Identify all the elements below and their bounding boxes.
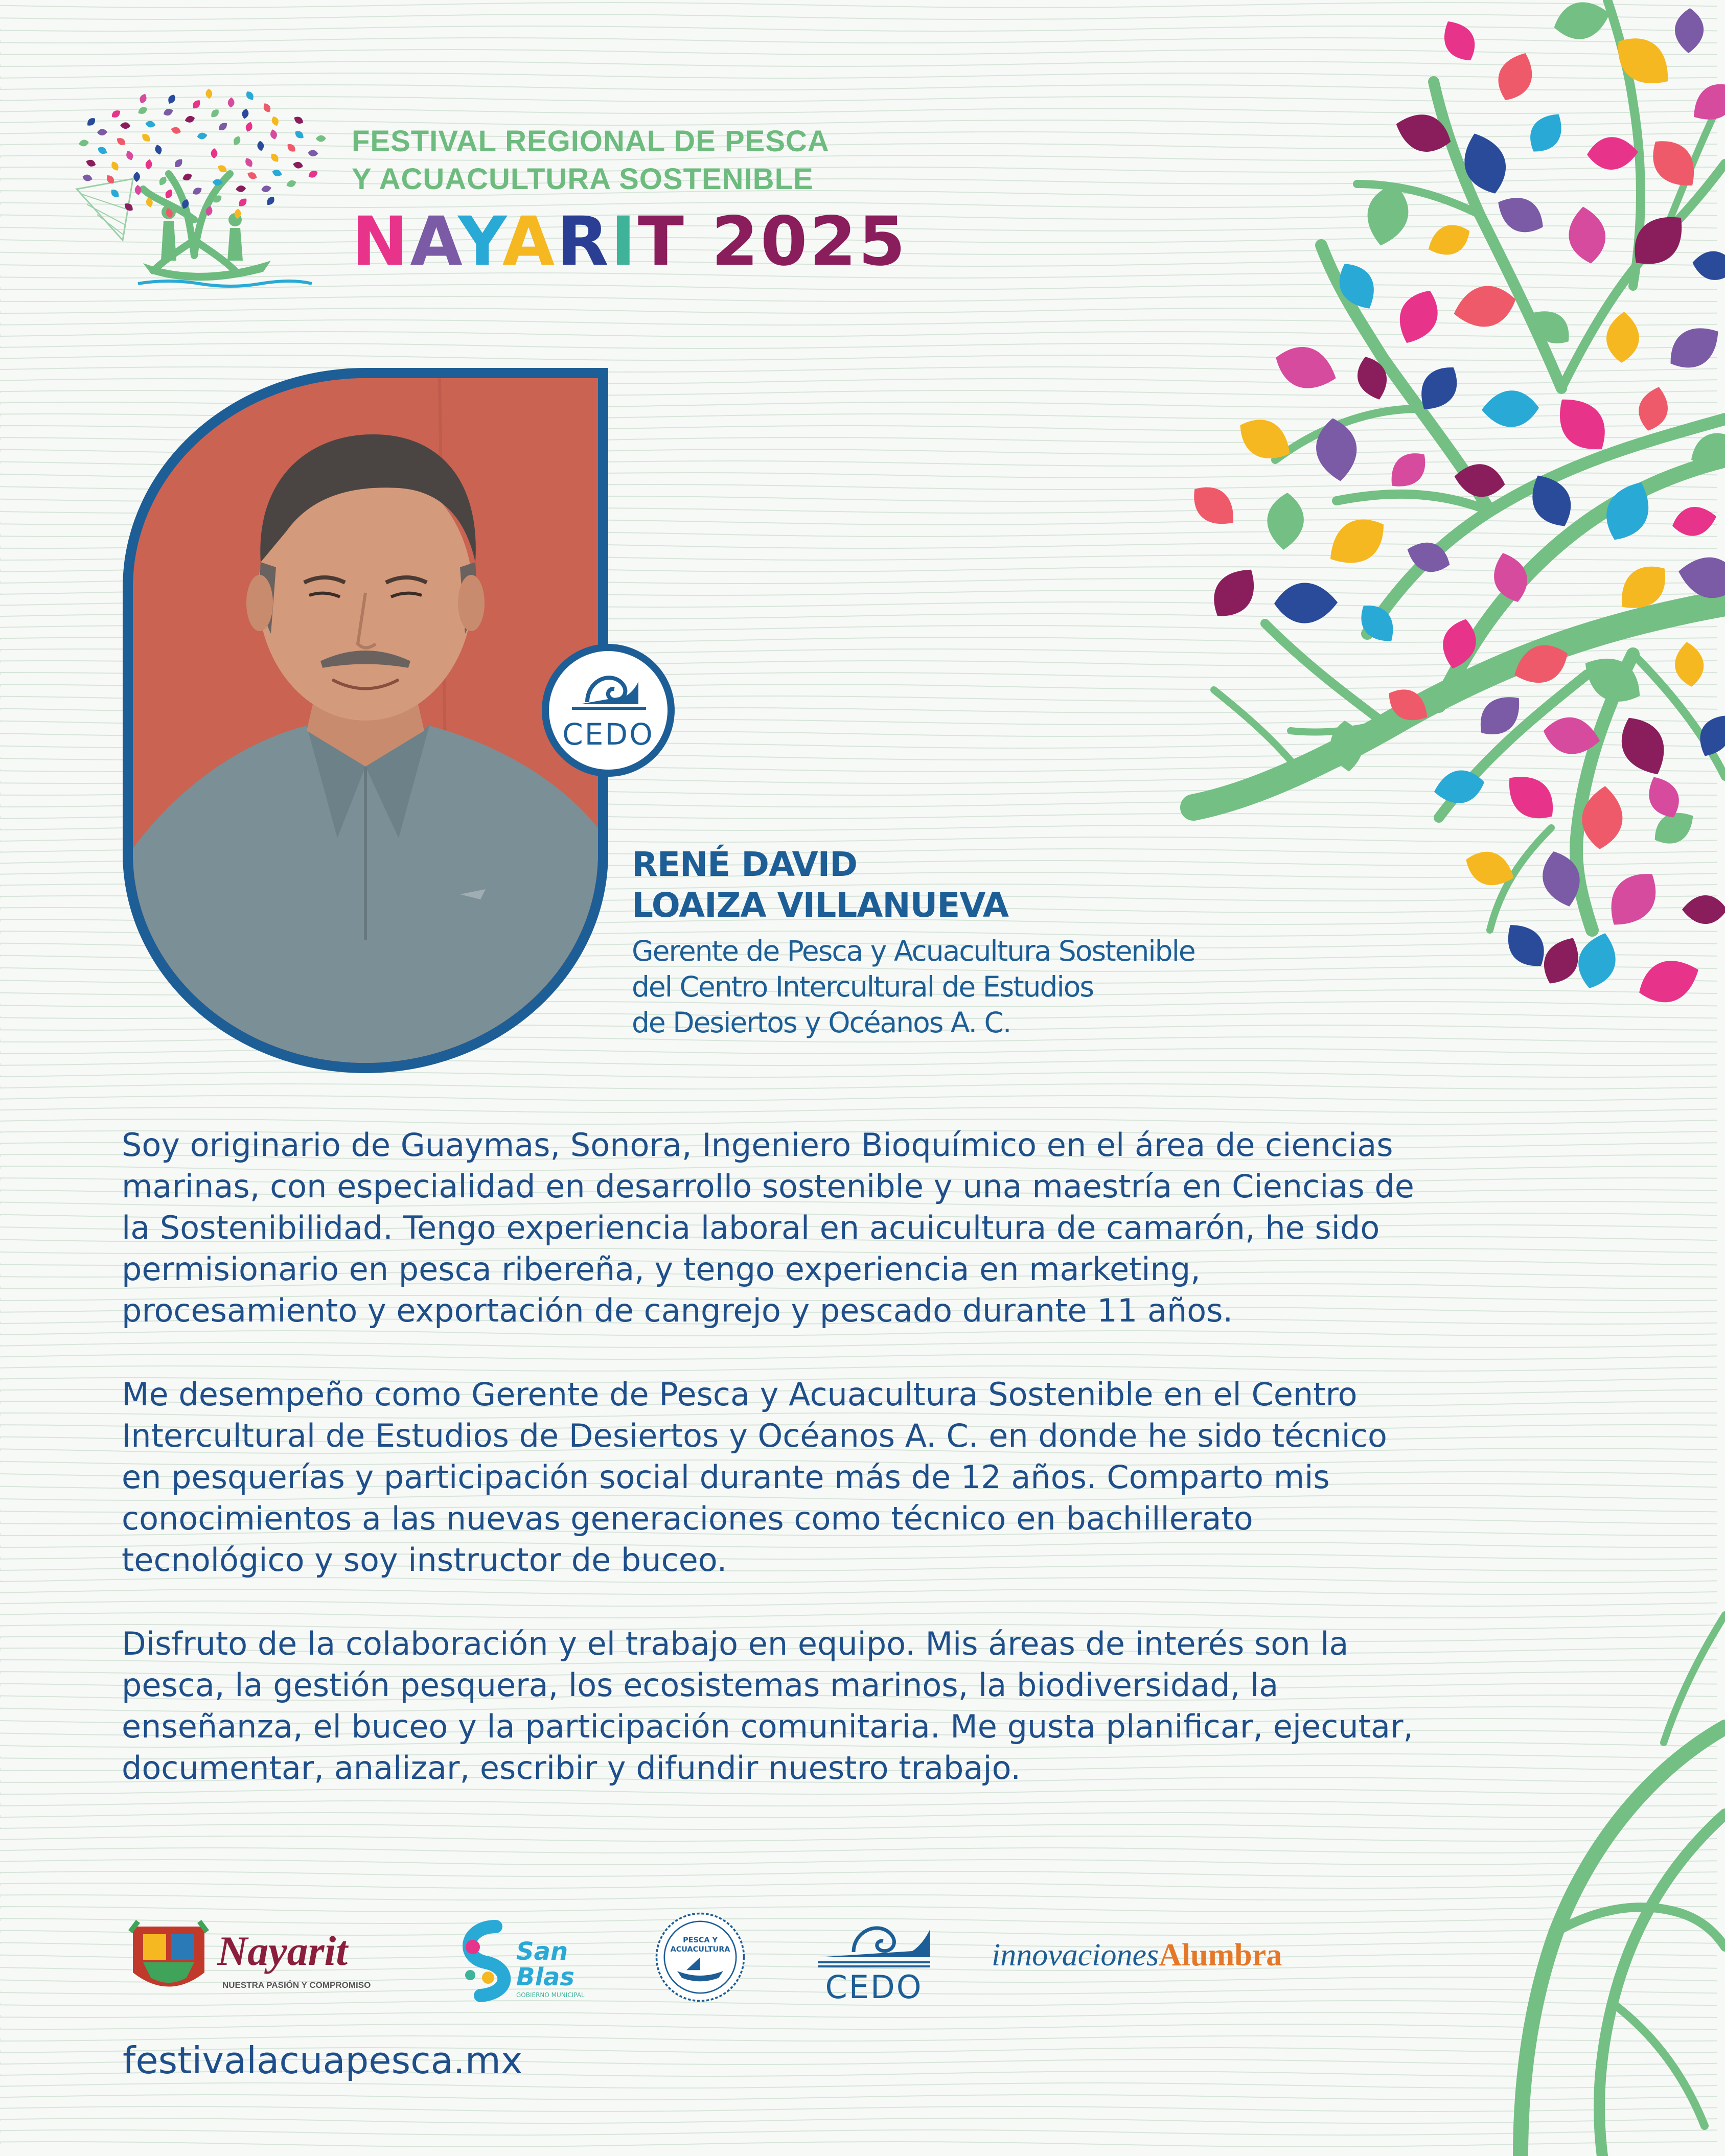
logo-leaf-icon xyxy=(308,150,318,157)
san-blas-line2: Blas xyxy=(516,1963,574,1991)
logo-leaf-icon xyxy=(271,168,283,178)
logo-leaf-icon xyxy=(257,141,264,151)
logo-leaf-icon xyxy=(110,160,121,172)
logo-leaf-icon xyxy=(237,196,248,208)
logo-leaf-icon xyxy=(85,116,97,128)
alumbra-name: Alumbra xyxy=(1159,1938,1282,1973)
logo-leaf-icon xyxy=(109,188,121,199)
logo-leaf-icon xyxy=(217,121,229,132)
logo-leaf-icon xyxy=(166,93,177,105)
tree-leaf-icon xyxy=(1550,0,1614,45)
tree-leaf-icon xyxy=(1691,248,1725,283)
cedo-logo-label: CEDO xyxy=(825,1968,923,2003)
pesca-seal-line2: ACUACULTURA xyxy=(670,1945,730,1954)
tree-leaf-icon xyxy=(1390,283,1447,350)
san-blas-tagline: GOBIERNO MUNICIPAL xyxy=(516,1991,585,1999)
speaker-first-name: RENÉ DAVID xyxy=(632,845,858,884)
logo-leaf-icon xyxy=(140,132,152,144)
cedo-shell-icon xyxy=(549,651,668,717)
logo-leaf-icon xyxy=(85,158,97,168)
logo-leaf-icon xyxy=(145,120,156,128)
tree-leaf-icon xyxy=(1522,106,1571,159)
sponsor-logos xyxy=(128,1911,1354,2003)
logo-leaf-icon xyxy=(115,136,127,147)
nayarit-letter: A xyxy=(410,202,458,281)
logo-leaf-icon xyxy=(138,92,148,104)
alumbra-prefix: innovaciones xyxy=(992,1938,1159,1973)
nayarit-letter: A xyxy=(502,202,557,281)
logo-leaf-icon xyxy=(97,145,109,156)
website-link[interactable]: festivalacuapesca.mx xyxy=(123,2039,523,2082)
logo-leaf-icon xyxy=(173,157,185,169)
logo-leaf-icon xyxy=(205,88,213,99)
pesca-seal-line1: PESCA Y xyxy=(683,1936,718,1945)
tree-leaf-icon xyxy=(1313,416,1361,484)
tree-leaf-icon xyxy=(1450,280,1521,334)
nayarit-letter: N xyxy=(352,202,410,281)
tree-leaf-icon xyxy=(1490,47,1540,107)
festival-title xyxy=(352,123,908,281)
tree-leaf-icon xyxy=(1270,338,1343,397)
logo-leaf-icon xyxy=(244,121,254,133)
tree-leaf-icon xyxy=(1586,136,1639,171)
tree-leaf-icon xyxy=(1685,74,1725,130)
tree-leaf-icon xyxy=(1436,14,1483,67)
logo-leaf-icon xyxy=(265,195,276,207)
logo-leaf-icon xyxy=(269,152,280,164)
festival-title-line1: FESTIVAL REGIONAL DE PESCA xyxy=(352,125,830,158)
alumbra-logo xyxy=(992,1937,1282,1974)
tree-leaf-icon xyxy=(1265,492,1305,551)
person-photo-icon xyxy=(133,378,598,1063)
tree-leaf-icon xyxy=(1382,444,1434,496)
logo-leaf-icon xyxy=(197,132,208,140)
portrait-photo xyxy=(123,368,608,1073)
tree-leaf-icon xyxy=(1632,951,1706,1011)
speaker-last-name: LOAIZA VILLANUEVA xyxy=(632,886,1009,925)
speaker-role-line: Gerente de Pesca y Acuacultura Sostenible xyxy=(632,935,1195,967)
logo-leaf-icon xyxy=(133,172,140,182)
tree-leaf-icon xyxy=(1565,204,1609,266)
san-blas-logo xyxy=(450,1911,588,2003)
tree-leaf-icon xyxy=(1634,384,1673,434)
logo-leaf-icon xyxy=(154,144,163,155)
nayarit-logo-tagline: NUESTRA PASIÓN Y COMPROMISO xyxy=(222,1980,371,1990)
tree-leaf-icon xyxy=(1490,188,1551,241)
nayarit-word xyxy=(352,202,686,281)
logo-leaf-icon xyxy=(270,115,280,127)
logo-leaf-icon xyxy=(285,142,297,154)
logo-leaf-icon xyxy=(269,129,278,140)
tree-leaf-icon xyxy=(1611,709,1676,783)
logo-leaf-icon xyxy=(241,108,249,120)
tree-leaf-icon xyxy=(1437,615,1481,673)
festival-logo xyxy=(66,87,332,296)
cedo-logo xyxy=(813,1911,935,2003)
festival-title-line2: Y ACUACULTURA SOSTENIBLE xyxy=(352,163,814,196)
logo-leaf-icon xyxy=(78,139,89,147)
festival-nayarit-2025 xyxy=(352,202,908,281)
logo-leaf-icon xyxy=(285,179,297,189)
tree-leaf-icon xyxy=(1497,764,1564,830)
logo-leaf-icon xyxy=(293,129,306,141)
san-blas-line1: San xyxy=(516,1937,568,1966)
tree-leaf-icon xyxy=(1481,389,1539,428)
logo-leaf-icon xyxy=(145,159,153,170)
speaker-role-line: del Centro Intercultural de Estudios xyxy=(632,970,1094,1003)
tree-leaf-icon xyxy=(1274,582,1338,623)
nayarit-letter: I xyxy=(610,202,638,281)
logo-leaf-icon xyxy=(292,115,305,126)
tree-leaf-icon xyxy=(1673,640,1706,688)
tree-leaf-icon xyxy=(1231,409,1299,470)
logo-leaf-icon xyxy=(125,149,135,161)
nayarit-government-logo xyxy=(128,1911,388,2003)
logo-leaf-icon xyxy=(236,185,246,193)
festival-year: 2025 xyxy=(711,202,908,281)
bio-paragraph: Me desempeño como Gerente de Pesca y Acuacultura Sostenible en el Centro Intercultural de Estudios de Desiertos y Océanos A. C. en donde he sido técnico en pesquerías y participación social durante más de 12 años. Comparto mis conocimientos a las nuevas generaciones como técnico en bachillerato tecnológico y soy instructor de buceo. xyxy=(122,1376,1387,1579)
logo-leaf-icon xyxy=(244,89,256,102)
cedo-badge xyxy=(542,644,675,777)
bio-paragraph: Disfruto de la colaboración y el trabajo en equipo. Mis áreas de interés son la pesca, la gestión pesquera, los ecosistemas marinos, la biodiversidad, la enseñanza, el buceo y la participación comunitaria. Me gusta planificar, ejecutar, documentar, analizar, escribir y difundir nuestro trabajo. xyxy=(122,1625,1414,1787)
tree-leaf-icon xyxy=(1487,548,1533,607)
logo-leaf-icon xyxy=(170,126,182,135)
pesca-acuacultura-seal xyxy=(644,1911,756,2003)
logo-leaf-icon xyxy=(227,97,235,108)
cedo-badge-label: CEDO xyxy=(562,717,654,752)
logo-leaf-icon xyxy=(184,115,196,124)
logo-leaf-icon xyxy=(82,174,93,182)
logo-leaf-icon xyxy=(191,186,203,196)
logo-leaf-icon xyxy=(232,135,242,147)
tree-leaf-icon xyxy=(1661,316,1725,379)
tree-leaf-icon xyxy=(1682,895,1725,924)
logo-leaf-icon xyxy=(261,184,272,193)
tree-leaf-icon xyxy=(1319,507,1394,576)
mangrove-tree-icon xyxy=(66,87,332,296)
bio-paragraph: Soy originario de Guaymas, Sonora, Ingeniero Bioquímico en el área de ciencias marinas, con especialidad en desarrollo sostenible y una maestría en Ciencias de la Sostenibilidad. Tengo experiencia laboral en acuicultura de camarón, he sido permisionario en pesca ribereña, y tengo experiencia en marketing, procesamiento y exportación de cangrejo y pescado durante 11 años. xyxy=(122,1126,1414,1329)
speaker-biography xyxy=(122,1124,1604,1831)
speaker-info xyxy=(632,844,1296,1040)
logo-leaf-icon xyxy=(316,135,326,142)
logo-leaf-icon xyxy=(136,105,149,116)
tree-leaf-icon xyxy=(1572,928,1623,993)
speaker-role xyxy=(632,933,1296,1040)
logo-leaf-icon xyxy=(120,122,131,129)
nayarit-letter: R xyxy=(557,202,611,281)
logo-leaf-icon xyxy=(134,184,142,195)
tree-leaf-icon xyxy=(1674,8,1704,54)
nayarit-letter: Y xyxy=(458,202,502,281)
logo-leaf-icon xyxy=(292,161,304,170)
logo-leaf-icon xyxy=(209,107,221,119)
tree-leaf-icon xyxy=(1605,311,1641,363)
logo-leaf-icon xyxy=(262,102,272,114)
logo-leaf-icon xyxy=(191,98,202,110)
nayarit-logo-name: Nayarit xyxy=(217,1928,348,1974)
logo-leaf-icon xyxy=(110,108,122,120)
logo-leaf-icon xyxy=(163,107,174,117)
logo-leaf-icon xyxy=(246,171,259,181)
logo-leaf-icon xyxy=(164,188,174,200)
logo-leaf-icon xyxy=(211,148,218,158)
nayarit-letter: T xyxy=(637,202,686,281)
logo-leaf-icon xyxy=(97,129,108,136)
logo-leaf-icon xyxy=(307,169,319,179)
tree-leaf-icon xyxy=(1422,218,1475,262)
logo-leaf-icon xyxy=(181,172,193,182)
tree-leaf-icon xyxy=(1184,477,1244,535)
logo-leaf-icon xyxy=(243,156,254,169)
tree-leaf-icon xyxy=(1598,862,1668,937)
tree-leaf-icon xyxy=(1669,502,1719,540)
tree-leaf-icon xyxy=(1203,559,1266,627)
speaker-role-line: de Desiertos y Océanos A. C. xyxy=(632,1006,1011,1039)
